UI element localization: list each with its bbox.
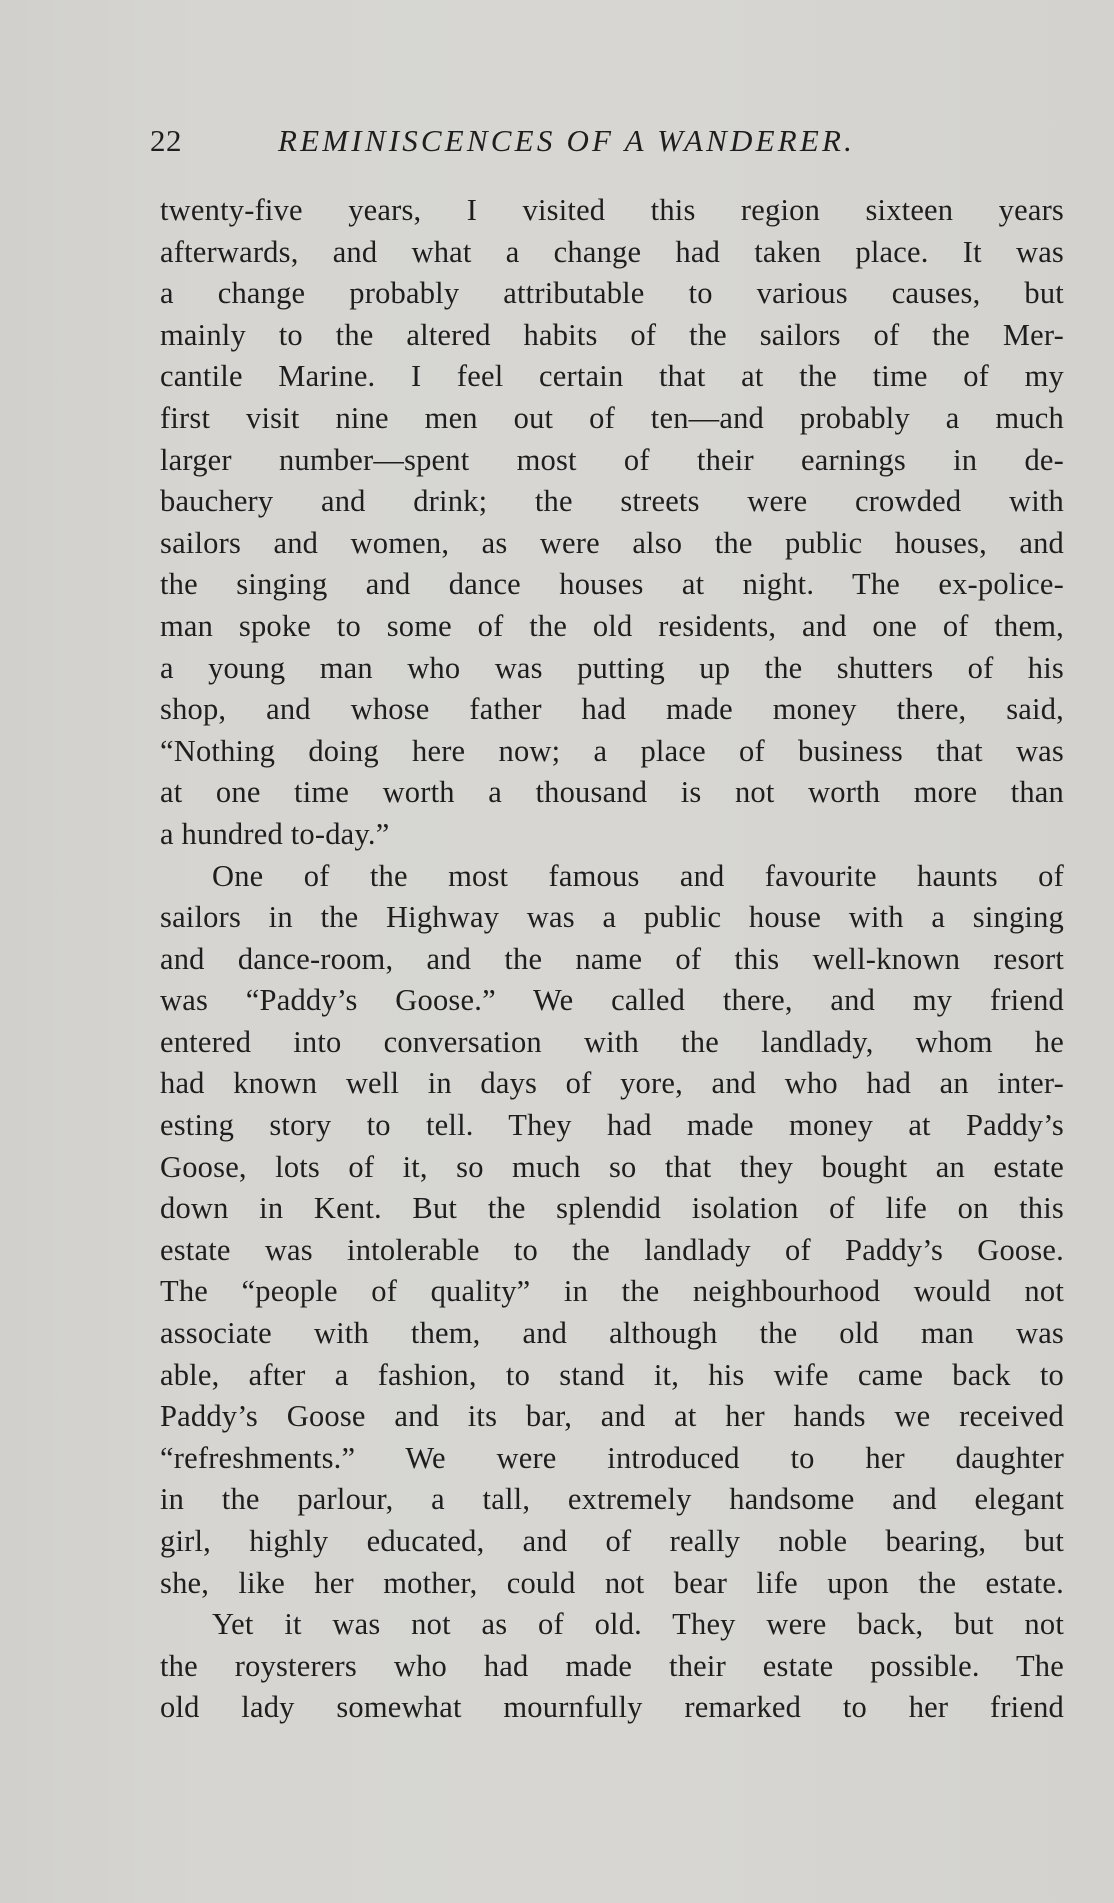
text-line: “Nothing doing here now; a place of business that was [160, 733, 1064, 768]
text-line: able, after a fashion, to stand it, his wife came back to [160, 1357, 1064, 1392]
text-line: the singing and dance houses at night. The ex-police- [160, 567, 1064, 602]
text-line: sailors and women, as were also the public houses, and [160, 525, 1064, 560]
text-line: esting story to tell. They had made money at Paddy’s [160, 1108, 1064, 1143]
text-line: Goose, lots of it, so much so that they bought an estate [160, 1149, 1064, 1184]
text-line: old lady somewhat mournfully remarked to her friend [160, 1690, 1064, 1725]
running-title: REMINISCENCES OF A WANDERER. [278, 123, 856, 158]
text-line: girl, highly educated, and of really noble bearing, but [160, 1524, 1064, 1558]
text-line: afterwards, and what a change had taken place. It was [160, 234, 1064, 269]
text-line: Yet it was not as of old. They were back, but not [212, 1607, 1064, 1642]
text-line: a change probably attributable to various causes, but [160, 276, 1064, 311]
text-line: bauchery and drink; the streets were crowded with [160, 484, 1064, 519]
text-line: she, like her mother, could not bear life upon the estate. [160, 1565, 1064, 1600]
text-line: had known well in days of yore, and who had an inter- [160, 1066, 1064, 1101]
paragraph [160, 1604, 1064, 1729]
text-line: twenty-five years, I visited this region sixteen years [160, 193, 1064, 227]
page-number: 22 [150, 123, 182, 158]
text-line: associate with them, and although the old man was [160, 1316, 1064, 1351]
page-header [150, 120, 930, 162]
text-line: in the parlour, a tall, extremely handsome and elegant [160, 1482, 1064, 1517]
text-line: a hundred to-day.” [160, 816, 390, 851]
body-text [160, 190, 1064, 1729]
text-line: man spoke to some of the old residents, and one of them, [160, 608, 1064, 643]
text-line: at one time worth a thousand is not worth more than [160, 775, 1064, 810]
text-line: Paddy’s Goose and its bar, and at her hands we received [160, 1399, 1064, 1434]
paragraph [160, 856, 1064, 1605]
text-line: One of the most famous and favourite haunts of [212, 858, 1064, 893]
text-line: first visit nine men out of ten—and probably a much [160, 400, 1064, 435]
text-line: The “people of quality” in the neighbourhood would not [160, 1274, 1064, 1309]
text-line: down in Kent. But the splendid isolation of life on this [160, 1191, 1064, 1226]
text-line: a young man who was putting up the shutters of his [160, 650, 1064, 685]
text-line: larger number—spent most of their earnings in de- [160, 442, 1064, 477]
text-line: entered into conversation with the landlady, whom he [160, 1024, 1064, 1059]
text-line: shop, and whose father had made money there, said, [160, 692, 1064, 727]
text-line: was “Paddy’s Goose.” We called there, and my friend [160, 983, 1064, 1018]
text-line: estate was intolerable to the landlady of Paddy’s Goose. [160, 1232, 1064, 1267]
text-line: “refreshments.” We were introduced to her daughter [160, 1440, 1064, 1475]
text-line: mainly to the altered habits of the sailors of the Mer- [160, 317, 1064, 352]
text-line: the roysterers who had made their estate possible. The [160, 1648, 1064, 1683]
text-line: cantile Marine. I feel certain that at the time of my [160, 359, 1064, 394]
text-line: and dance-room, and the name of this well-known resort [160, 941, 1064, 976]
text-line: sailors in the Highway was a public house with a singing [160, 900, 1064, 935]
paragraph [160, 190, 1064, 856]
